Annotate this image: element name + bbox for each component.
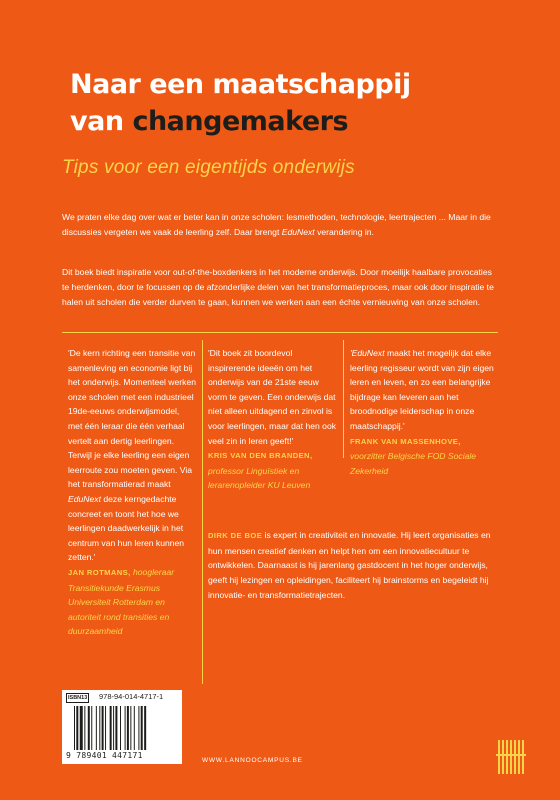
quote-van-den-branden: [208, 346, 338, 493]
barcode-bar: [130, 706, 131, 750]
column-divider-1: [202, 340, 203, 684]
barcode-bar: [134, 706, 135, 750]
barcode-bar: [91, 706, 92, 750]
barcode-bar: [76, 706, 78, 750]
title-line-1: Naar een maatschappij: [70, 69, 411, 100]
barcode-bar: [141, 706, 143, 750]
barcode-bar: [127, 706, 129, 750]
quote-van-massenhove: [350, 346, 495, 478]
barcode-bar: [96, 706, 97, 750]
quote-text-end: deze kerngedachte concreet en toont het hoe we leerlingen daadwerkelijk in het centrum van hun leren kunnen zetten.': [68, 493, 185, 563]
intro-paragraph-1: [62, 210, 498, 240]
book-title: [70, 66, 490, 140]
horizontal-divider: [62, 332, 498, 333]
quote-author: JAN ROTMANS,: [68, 567, 131, 577]
bio-author-name: DIRK DE BOE: [208, 531, 263, 540]
intro-p1-italic: EduNext: [281, 227, 315, 237]
barcode-bar: [110, 706, 112, 750]
barcode-bar: [80, 706, 83, 750]
quote-text-start: 'De kern richting een transitie van samenleving en economie ligt bij het onderwijs. Momenteel werken onze scholen met een industrieel 19de-eeuws onderwijsmodel, met één leraar die één verhaal vertelt aan dertig leerlingen. Terwijl je elke leerling een eigen leerroute zou moeten geven. Via het transformatierad maakt: [68, 348, 197, 490]
barcode-bar: [138, 706, 139, 750]
quote-text-end: maakt het mogelijk dat elke leerling regisseur wordt van zijn eigen leren en leven, en zo een belangrijke bijdrage kan leveren aan het broodnodige leiderschap in onze maatschappij.': [350, 348, 494, 431]
quote-text-italic: 'EduNext: [350, 348, 385, 358]
title-line-2: [70, 103, 490, 140]
barcode-bar: [84, 706, 85, 750]
author-bio: [208, 528, 498, 603]
book-subtitle: Tips voor een eigentijds onderwijs: [62, 157, 355, 178]
quote-rotmans: [68, 346, 196, 639]
title-highlight: changemakers: [132, 106, 349, 137]
quote-author-role: voorzitter Belgische FOD Sociale Zekerheid: [350, 451, 477, 476]
intro-paragraph-2: Dit boek biedt inspiratie voor out-of-the-boxdenkers in het moderne onderwijs. Door moeilijk haalbare provocaties te herdenken, door te focussen op de afzonderlijke delen van het transformatieproces, maar ook door inspiratie te halen uit scholen die verder durven te gaan, kunnen we werken aan een échte vernieuwing van onze scholen.: [62, 267, 494, 307]
title-line-2-prefix: van: [70, 106, 133, 137]
barcode-bar: [102, 706, 104, 750]
barcode-bar: [115, 706, 117, 750]
quote-author: KRIS VAN DEN BRANDEN,: [208, 451, 313, 461]
quote-author: FRANK VAN MASSENHOVE,: [350, 436, 461, 446]
barcode-bar: [99, 706, 100, 750]
barcode-bar: [88, 706, 90, 750]
quote-author-role: professor Linguïstiek en lerarenopleider KU Leuven: [208, 465, 311, 491]
barcode-bar: [74, 706, 75, 750]
intro-p1-start: We praten elke dag over wat er beter kan in onze scholen: lesmethoden, technologie, leertrajecten ... Maar in die discussies vergeten we vaak de leerling zelf. Daar brengt: [62, 212, 491, 237]
isbn-number: 978-94-014-4717-1: [95, 692, 167, 701]
quote-text-italic: EduNext: [68, 493, 101, 504]
quote-text: 'Dit boek zit boordevol inspirerende ideeën om het onderwijs van de 21ste eeuw vorm te geven. Een onderwijs dat niet alleen uitdagend en zinvol is voor leerlingen, maar dat hen ook veel zin in leren geeft!': [208, 348, 337, 446]
column-divider-2: [343, 340, 344, 458]
barcode-digits: 9 789401 447171: [66, 751, 143, 760]
barcode-bar: [144, 706, 146, 750]
barcode-bar: [120, 706, 121, 750]
lannoo-campus-logo-icon: [496, 738, 526, 776]
barcode-bar: [105, 706, 106, 750]
isbn-label: ISBN13: [68, 695, 88, 701]
barcode-bar: [113, 706, 114, 750]
quote-author-role: hoogleraar Transitiekunde Erasmus Universiteit Rotterdam en autoriteit rond transities en duurzaamheid: [68, 566, 175, 637]
barcode: [72, 706, 172, 750]
intro-p1-end: verandering in.: [314, 227, 374, 237]
bio-text: is expert in creativiteit en innovatie. Hij leert organisaties en hun mensen creatief denken en helpt hen om een innovatiecultuur te ontwikkelen. Daarnaast is hij jarenlang gastdocent in het hoger onderwijs, geeft hij lezingen en opleidingen, faciliteert hij brainstorms en begeleidt hij innovatie- en transformatietrajecten.: [208, 530, 491, 600]
publisher-website: WWW.LANNOOCAMPUS.BE: [202, 757, 303, 764]
barcode-bar: [125, 706, 126, 750]
